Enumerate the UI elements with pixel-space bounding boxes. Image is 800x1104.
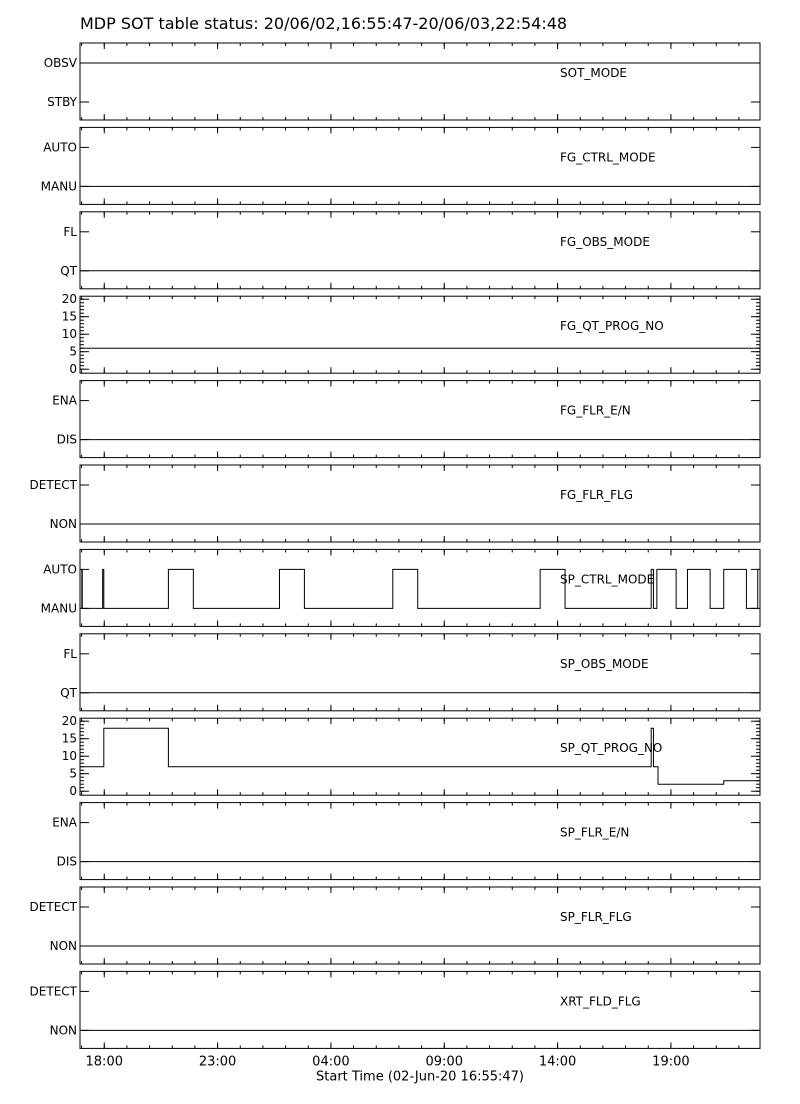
y-tick-label: NON xyxy=(49,939,77,953)
panel-frame xyxy=(80,43,760,120)
panel-label: SP_FLR_E/N xyxy=(560,825,630,840)
y-tick-label: AUTO xyxy=(43,140,77,155)
y-tick-label: 0 xyxy=(69,362,77,377)
y-tick-label: STBY xyxy=(47,95,77,109)
panel-frame xyxy=(80,465,760,542)
y-tick-label: 15 xyxy=(61,731,77,746)
y-tick-label: DIS xyxy=(56,854,77,869)
x-tick-label: 23:00 xyxy=(198,1054,237,1070)
y-tick-label: 5 xyxy=(69,766,77,781)
y-tick-label: MANU xyxy=(40,179,77,194)
series-line xyxy=(80,569,760,608)
y-tick-label: DETECT xyxy=(29,984,77,999)
y-tick-label: QT xyxy=(60,263,77,278)
y-tick-label: AUTO xyxy=(43,562,77,577)
panel-frame xyxy=(80,887,760,964)
panel-label: SP_OBS_MODE xyxy=(560,656,649,671)
panel-label: FG_FLR_FLG xyxy=(560,488,634,502)
y-tick-label: ENA xyxy=(52,815,77,830)
panel-frame xyxy=(80,381,760,458)
y-tick-label: DETECT xyxy=(29,478,77,492)
x-axis-label: Start Time (02-Jun-20 16:55:47) xyxy=(316,1069,524,1085)
x-tick-label: 14:00 xyxy=(538,1054,577,1070)
x-tick-label: 04:00 xyxy=(312,1054,350,1070)
y-tick-label: 5 xyxy=(69,344,77,359)
x-tick-label: 18:00 xyxy=(85,1054,123,1070)
y-tick-label: DIS xyxy=(56,432,77,447)
panel-frame xyxy=(80,212,760,289)
panel-frame xyxy=(80,296,760,373)
panel-label: FG_QT_PROG_NO xyxy=(560,319,664,334)
panel-frame xyxy=(80,803,760,880)
y-tick-label: 15 xyxy=(61,309,77,324)
panel-frame xyxy=(80,634,760,711)
series-line xyxy=(80,728,760,784)
y-tick-label: 10 xyxy=(61,749,77,764)
panel-frame xyxy=(80,127,760,204)
y-tick-label: 20 xyxy=(61,714,77,729)
y-tick-label: QT xyxy=(60,685,77,700)
y-tick-label: 10 xyxy=(61,327,77,342)
chart-title: MDP SOT table status: 20/06/02,16:55:47-20/06/03,22:54:48 xyxy=(80,14,568,33)
panel-label: FG_OBS_MODE xyxy=(560,234,650,249)
panel-label: FG_FLR_E/N xyxy=(560,403,631,418)
panel-label: FG_CTRL_MODE xyxy=(560,150,656,165)
y-tick-label: FL xyxy=(63,646,77,661)
y-tick-label: NON xyxy=(49,517,77,531)
y-tick-label: FL xyxy=(63,224,77,239)
panel-frame xyxy=(80,549,760,626)
panel-label: SP_QT_PROG_NO xyxy=(560,741,663,756)
x-tick-label: 09:00 xyxy=(425,1054,463,1070)
y-tick-label: 20 xyxy=(61,292,77,307)
y-tick-label: ENA xyxy=(52,393,77,408)
panel-label: SOT_MODE xyxy=(560,66,628,80)
panel-frame xyxy=(80,971,760,1048)
y-tick-label: 0 xyxy=(69,784,77,799)
y-tick-label: OBSV xyxy=(43,56,77,70)
panel-label: SP_FLR_FLG xyxy=(560,910,632,924)
x-tick-label: 19:00 xyxy=(652,1054,690,1070)
y-tick-label: NON xyxy=(49,1023,77,1038)
y-tick-label: MANU xyxy=(40,601,77,616)
panel-label: SP_CTRL_MODE xyxy=(560,572,655,587)
panel-label: XRT_FLD_FLG xyxy=(560,994,641,1009)
y-tick-label: DETECT xyxy=(29,900,77,914)
